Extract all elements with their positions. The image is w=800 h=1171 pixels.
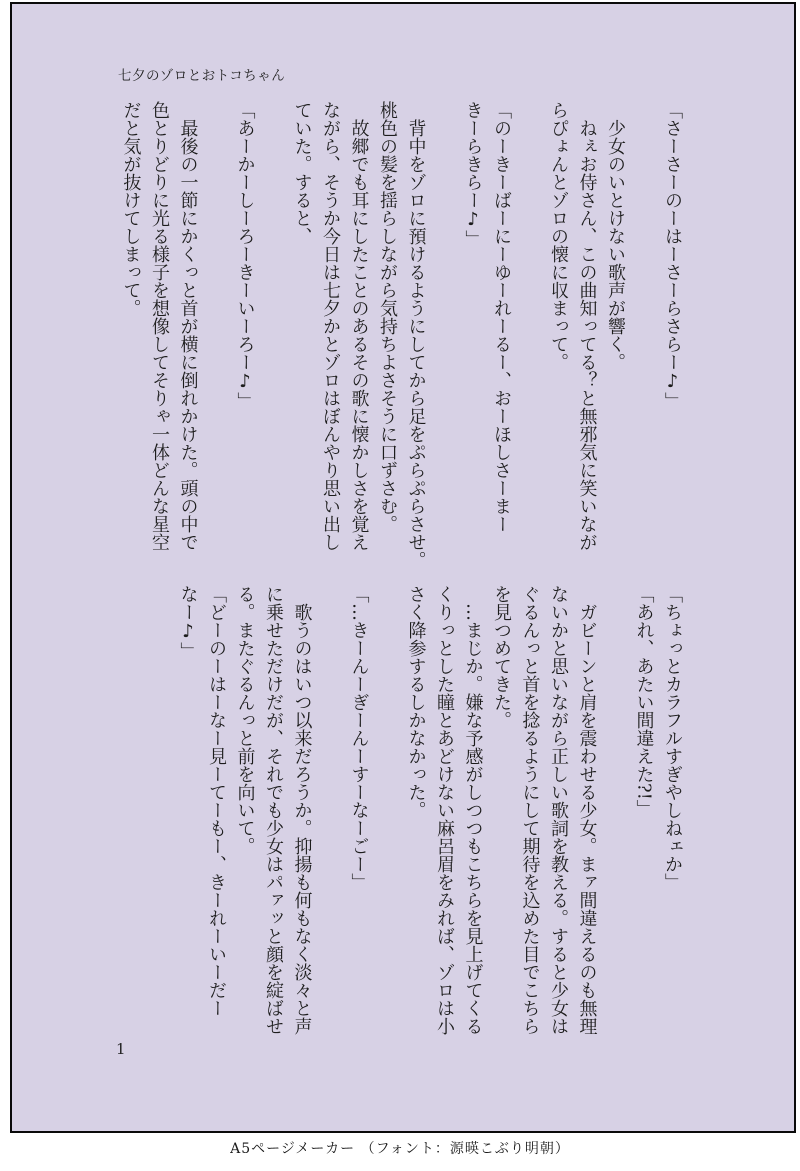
text-line: …まじか。嫌な予感がしつつもこちらを見上げてくる	[462, 585, 484, 1035]
text-line: 少女のいとけない歌声が響く。	[605, 101, 626, 371]
text-line: る。またぐるんっと前を向いて。	[234, 585, 256, 855]
text-line	[601, 585, 630, 1067]
app-footer-caption: A5ページメーカー （フォント：源暎こぶり明朝）	[230, 1141, 570, 1157]
text-line: 「ちょっとカラフルすぎやしねェか」	[662, 585, 683, 891]
text-line	[202, 101, 231, 583]
text-line	[316, 585, 345, 1067]
text-line: ていた。すると、	[291, 101, 313, 245]
text-line: らぴょんとゾロの懐に収まって。	[548, 101, 569, 371]
text-line: に乗せただけだが、それでも少女はパァッと顔を綻ばせ	[263, 585, 284, 1035]
text-line: 「のーきーばーにーゆーれーるー、おーほしさーまー	[491, 101, 512, 533]
text-line: 背中をゾロに預けるようにしてから足をぷらぷらさせ。	[405, 101, 427, 569]
manuscript-page	[10, 2, 796, 1133]
page-title: 七夕のゾロとおトコちゃん	[118, 68, 286, 84]
text-line	[259, 101, 288, 583]
text-line: 色とりどりに光る様子を想像してそりゃ一体どんな星空	[149, 101, 170, 551]
text-line: を見つめてきた。	[491, 585, 512, 729]
page-number: 1	[116, 1040, 126, 1058]
text-line: なー♪」	[177, 585, 199, 660]
text-line: 「あーかーしーろーきーいーろー♪」	[234, 101, 256, 410]
text-band-upper	[116, 101, 686, 583]
text-line: 最後の一節にかくっと首が横に倒れかけた。頭の中で	[177, 101, 199, 551]
text-line	[373, 585, 402, 1067]
text-line	[515, 101, 544, 583]
text-line: 故郷でも耳にしたことのあるその歌に懐かしさを覚え	[348, 101, 370, 551]
text-line: さく降参するしかなかった。	[405, 585, 427, 819]
text-line: 「あれ、あたい間違えた?!」	[633, 585, 655, 818]
text-line: ないかと思いながら正しい歌詞を教える。すると少女は	[548, 585, 569, 1035]
text-line: きーらきらー♪」	[462, 101, 484, 248]
text-line: ぐるんっと首を捻るようにして期待を込めた目でこちら	[519, 585, 541, 1035]
text-line: 「…きーんーぎーんーすーなーごー」	[348, 585, 370, 891]
text-line: くりっとした瞳とあどけない麻呂眉をみれば、ゾロは小	[434, 585, 455, 1035]
text-line: ながら、そうか今日は七夕かとゾロはぼんやり思い出し	[320, 101, 341, 551]
text-line: 「さーさーのーはーさーらさらー♪」	[662, 101, 683, 410]
text-line: 歌うのはいつ以来だろうか。抑揚も何もなく淡々と声	[291, 585, 313, 1035]
text-line: ねぇお侍さん、この曲知ってる？と無邪気に笑いなが	[576, 101, 598, 551]
text-line	[629, 101, 658, 583]
text-band-lower	[173, 585, 686, 1067]
text-line	[430, 101, 459, 583]
text-line: だと気が抜けてしまって。	[120, 101, 142, 317]
text-line: 桃色の髪を揺らしながら気持ちよさそうに口ずさむ。	[377, 101, 398, 533]
text-line: 「どーのーはーなー見ーてーもー、きーれーいーだー	[206, 585, 227, 1017]
text-line: ガビーンと肩を震わせる少女。まァ間違えるのも無理	[576, 585, 598, 1035]
